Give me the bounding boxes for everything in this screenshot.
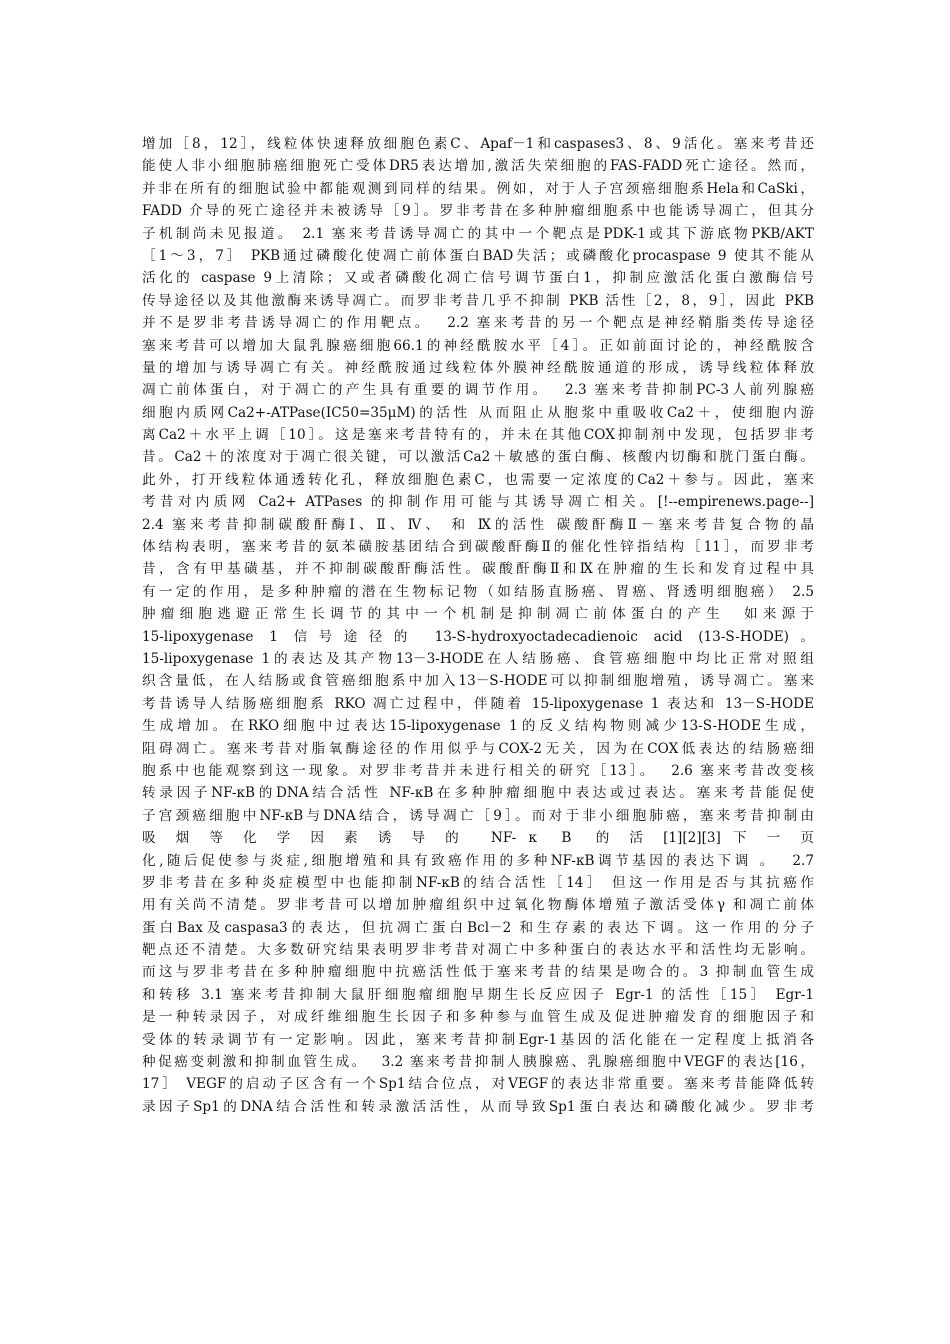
text-line: 考昔对内质网 Ca2+ ATPases 的抑制作用可能与其诱导凋亡相关。[!--empirenews.page--] bbox=[142, 494, 814, 511]
text-line: 和转移 3.1 塞来考昔抑制大鼠肝细胞瘤细胞早期生长反应因子 Egr-1 的活性［15］ Egr-1 bbox=[142, 986, 814, 1003]
text-line: 转录因子NF-κB的DNA结合活性 NF-κB在多种肿瘤细胞中表达或过表达。塞来考昔能促使 bbox=[142, 785, 814, 802]
text-line: 增加［8，12］，线粒体快速释放细胞色素C、Apaf－1和caspases3、8、9活化。塞来考昔还 bbox=[142, 136, 814, 152]
document-body bbox=[142, 133, 814, 1118]
text-line: 考昔诱导人结肠癌细胞系 RKO 凋亡过程中，伴随着 15-lipoxygenase 1 表达和 13－S-HODE bbox=[142, 695, 814, 712]
text-line: 录因子Sp1的DNA结合活性和转录激活活性，从而导致Sp1蛋白表达和磷酸化减少。罗非考 bbox=[142, 1098, 814, 1115]
text-line: 17］ VEGF的启动子区含有一个Sp1结合位点，对VEGF的表达非常重要。塞来考昔能降低转 bbox=[142, 1076, 814, 1093]
text-line: 15-lipoxygenase 1的表达及其产物13－3-HODE在人结肠癌、食管癌细胞中均比正常对照组 bbox=[142, 650, 814, 667]
text-line: 阻碍凋亡。塞来考昔对脂氧酶途径的作用似乎与COX-2无关，因为在COX低表达的结肠癌细 bbox=[142, 740, 814, 757]
text-line: 2.4 塞来考昔抑制碳酸酐酶Ⅰ、Ⅱ、Ⅳ、 和 Ⅸ的活性 碳酸酐酶Ⅱ－塞来考昔复合物的晶 bbox=[142, 516, 814, 533]
text-line: 吸 烟 等 化 学 因 素 诱 导 的 NF- κ B 的 活 [1][2][3] 下 一 页 bbox=[142, 830, 814, 847]
text-line: 15-lipoxygenase 1 信号途径的 13-S-hydroxyoctadecadienoic acid (13-S-HODE)。 bbox=[142, 628, 814, 645]
text-line: FADD 介导的死亡途径并未被诱导［9］。罗非考昔在多种肿瘤细胞系中也能诱导凋亡，但其分 bbox=[142, 203, 814, 220]
text-line: 生成增加。在RKO细胞中过表达15-lipoxygenase 1的反义结构物则减少13-S-HODE生成， bbox=[142, 718, 814, 735]
text-line: 子机制尚未见报道。 2.1 塞来考昔诱导凋亡的其中一个靶点是PDK-1或其下游底物PKB/AKT bbox=[142, 225, 814, 242]
text-line: 量的增加与诱导凋亡有关。神经酰胺通过线粒体外膜神经酰胺通道的形成，诱导线粒体释放 bbox=[142, 359, 814, 376]
text-line: 体结构表明，塞来考昔的氨苯磺胺基团结合到碳酸酐酶Ⅱ的催化性锌指结构［11］，而罗非考 bbox=[142, 539, 814, 556]
text-line: 能使人非小细胞肺癌细胞死亡受体DR5表达增加,激活失荣细胞的FAS-FADD死亡途径。然而， bbox=[142, 158, 814, 175]
text-line: 种促癌变刺激和抑制血管生成。 3.2 塞来考昔抑制人胰腺癌、乳腺癌细胞中VEGF的表达[16， bbox=[142, 1054, 814, 1071]
text-line: 细胞内质网Ca2+-ATPase(IC50=35μM)的活性 从而阻止从胞浆中重吸收Ca2＋，使细胞内游 bbox=[142, 404, 814, 421]
text-line: 蛋白Bax及caspasa3的表达，但抗凋亡蛋白Bcl－2 和生存素的表达下调。这一作用的分子 bbox=[142, 919, 814, 936]
text-line: 传导途径以及其他激酶来诱导凋亡。而罗非考昔几乎不抑制 PKB 活性［2，8，9］，因此 PKB bbox=[142, 292, 814, 309]
text-line: 子宫颈癌细胞中NF-κB与DNA结合，诱导凋亡［9］。而对于非小细胞肺癌，塞来考昔抑制由 bbox=[142, 807, 814, 824]
text-line: 受体的转录调节有一定影响。因此，塞来考昔抑制Egr-1基因的活化能在一定程度上抵消各 bbox=[142, 1031, 814, 1048]
text-line: 有一定的作用，是多种肿瘤的潜在生物标记物（如结肠直肠癌、胃癌、肾透明细胞癌） 2.5 bbox=[142, 583, 814, 600]
text-line: 活化的 caspase 9上清除；又或者磷酸化凋亡信号调节蛋白1，抑制应激活化蛋白激酶信号 bbox=[142, 270, 814, 287]
text-line: ［1～3，7］ PKB通过磷酸化使凋亡前体蛋白BAD失活；或磷酸化procaspase 9 使其不能从 bbox=[142, 247, 814, 264]
text-line: 凋亡前体蛋白，对于凋亡的产生具有重要的调节作用。 2.3 塞来考昔抑制PC-3人前列腺癌 bbox=[142, 382, 814, 399]
text-line: 而这与罗非考昔在多种肿瘤细胞中抗癌活性低于塞来考昔的结果是吻合的。3 抑制血管生成 bbox=[142, 964, 814, 981]
text-line: 罗非考昔在多种炎症模型中也能抑制NF-κB的结合活性［14］ 但这一作用是否与其抗癌作 bbox=[142, 874, 814, 891]
text-line: 昔。Ca2＋的浓度对于凋亡很关键，可以激活Ca2＋敏感的蛋白酶、核酸内切酶和胱门蛋白酶。 bbox=[142, 449, 814, 466]
text-line: 靶点还不清楚。大多数研究结果表明罗非考昔对凋亡中多种蛋白的表达水平和活性均无影响。 bbox=[142, 942, 814, 959]
text-line: 肿瘤细胞逃避正常生长调节的其中一个机制是抑制凋亡前体蛋白的产生 如来源于 bbox=[142, 606, 814, 623]
text-line: 是一种转录因子，对成纤维细胞生长因子和多种参与血管生成及促进肿瘤发育的细胞因子和 bbox=[142, 1009, 814, 1026]
text-line: 离Ca2＋水平上调［10］。这是塞来考昔特有的，并未在其他COX抑制剂中发现，包括罗非考 bbox=[142, 427, 814, 444]
text-line: 胞系中也能观察到这一现象。对罗非考昔并未进行相关的研究［13］。 2.6 塞来考昔改变核 bbox=[142, 762, 814, 779]
text-line: 织含量低，在人结肠或食管癌细胞系中加入13－S-HODE可以抑制细胞增殖，诱导凋亡。塞来 bbox=[142, 673, 814, 690]
text-line: 昔，含有甲基磺基，并不抑制碳酸酐酶活性。碳酸酐酶Ⅱ和Ⅸ在肿瘤的生长和发育过程中具 bbox=[142, 561, 814, 578]
text-line: 化,随后促使参与炎症,细胞增殖和具有致癌作用的多种NF-κB调节基因的表达下调 。 2.7 bbox=[142, 852, 814, 869]
text-line: 塞来考昔可以增加大鼠乳腺癌细胞66.1的神经酰胺水平［4］。正如前面讨论的，神经酰胺含 bbox=[142, 337, 814, 354]
text-line: 用有关尚不清楚。罗非考昔可以增加肿瘤组织中过氧化物酶体增殖子激活受体γ 和凋亡前体 bbox=[142, 897, 814, 914]
text-line: 此外，打开线粒体通透转化孔，释放细胞色素C，也需要一定浓度的Ca2＋参与。因此，塞来 bbox=[142, 471, 814, 488]
text-line: 并非在所有的细胞试验中都能观测到同样的结果。例如，对于人子宫颈癌细胞系Hela和CaSki， bbox=[142, 180, 814, 197]
text-line: 并不是罗非考昔诱导凋亡的作用靶点。 2.2 塞来考昔的另一个靶点是神经鞘脂类传导途径 bbox=[142, 315, 814, 332]
